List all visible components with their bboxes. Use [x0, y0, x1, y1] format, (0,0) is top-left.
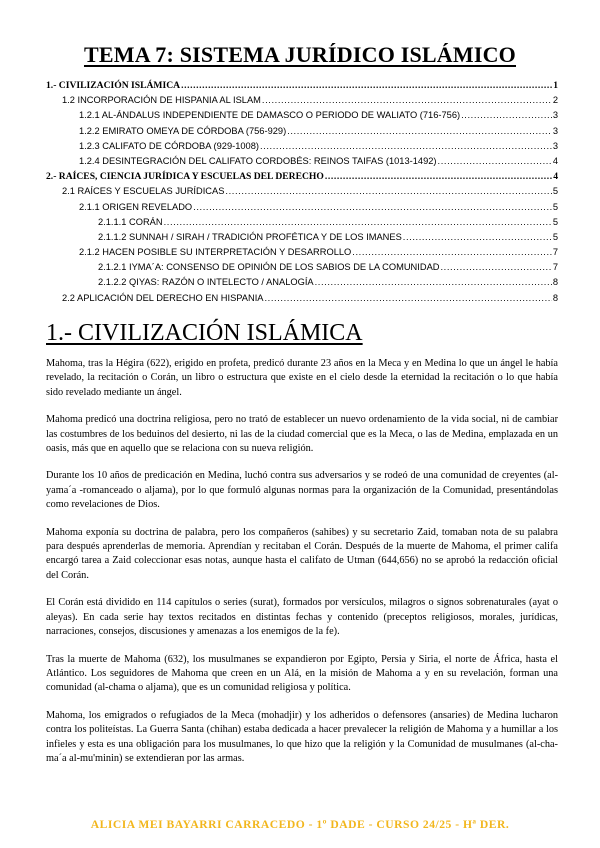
paragraph: El Corán está dividido en 114 capítulos o series (surat), formados por versículos, milagros o signos sobrenaturales (ayat o aleyas). En cada serie hay textos recitados en distintas fechas y contenido (preceptos religiosos, morales, jurídicas, narraciones, consejos, discusiones y amenazas a los enemigos de la fe). — [46, 597, 558, 638]
toc-entry[interactable] — [46, 232, 558, 247]
toc-entry[interactable] — [46, 126, 558, 141]
toc-entry-title: 2.1.2.1 IYMA´A: CONSENSO DE OPINIÓN DE LOS SABIOS DE LA COMUNIDAD — [98, 262, 440, 273]
toc-entry[interactable] — [46, 202, 558, 217]
toc-entry-title: 1.2.4 DESINTEGRACIÓN DEL CALIFATO CORDOBÉS: REINOS TAIFAS (1013-1492) — [79, 155, 437, 166]
toc-entry[interactable] — [46, 262, 558, 277]
paragraph: Tras la muerte de Mahoma (632), los musulmanes se expandieron por Egipto, Persia y Siria, el norte de África, hasta el Atlántico. Los seguidores de Mahoma que creen en un Alá, en la misión de Mahoma a y en su revelación, forman una comunidad (al-chama o aljama), que es un comunidad religiosa y política. — [46, 653, 558, 694]
toc-entry-title: 2.1.1.2 SUNNAH / SIRAH / TRADICIÓN PROFÉTICA Y DE LOS IMANES — [98, 231, 402, 242]
toc-entry-page: 3 — [552, 140, 558, 151]
toc-entry-page: 1 — [553, 80, 558, 91]
toc-entry-page: 5 — [552, 216, 558, 227]
table-of-contents — [46, 80, 558, 308]
paragraph: Durante los 10 años de predicación en Medina, luchó contra sus adversarios y se rodeó de una comunidad de creyentes (al-yama´a -romanceado o aljama), por lo que formuló algunas normas para la organización de la Comunidad, presentándolas como revelaciones de Dios. — [46, 470, 558, 511]
toc-entry-page: 8 — [552, 292, 558, 303]
toc-entry-page: 5 — [552, 201, 558, 212]
toc-entry-page: 2 — [552, 95, 558, 106]
toc-entry-page: 5 — [552, 186, 558, 197]
toc-entry-title: 2.1 RAÍCES Y ESCUELAS JURÍDICAS — [62, 186, 225, 197]
toc-entry[interactable] — [46, 171, 558, 186]
toc-entry-page: 4 — [552, 155, 558, 166]
toc-entry[interactable] — [46, 186, 558, 201]
toc-entry[interactable] — [46, 277, 558, 292]
toc-entry[interactable] — [46, 141, 558, 156]
paragraph: Mahoma, los emigrados o refugiados de la Meca (mohadjir) y los adheridos o defensores (ansaries) de Medina lucharon contra los politeístas. La Guerra Santa (chihan) estaba dedicada a hacer prevalecer la religión de Mahoma y a humillar a los infieles y esta es una obligación para los musulmanes, lo que hizo que la religión y la Comunidad de musulmanes (al-cha-ma´a al-mu'minin) se extendieran por las armas. — [46, 709, 558, 764]
section-body — [46, 357, 558, 779]
paragraph: Mahoma predicó una doctrina religiosa, pero no trató de establecer un nuevo ordenamiento de la vida social, ni de cambiar las costumbres de los beduinos del desierto, ni las de la ciudad comercial que es la Meca, o las de Medina, emplazada en un oasis, más que en aquello que se relaciona con su nueva religión. — [46, 414, 558, 455]
toc-entry-title: 1.2.3 CALIFATO DE CÓRDOBA (929-1008) — [79, 140, 259, 151]
toc-entry-title: 2.1.2.2 QIYAS: RAZÓN O INTELECTO / ANALOGÍA — [98, 277, 314, 288]
toc-entry-title: 1.2 INCORPORACIÓN DE HISPANIA AL ISLAM — [62, 95, 261, 106]
paragraph: Mahoma, tras la Hégira (622), erigido en profeta, predicó durante 23 años en la Meca y en Medina lo que un ángel le había revelado, la recitación o Corán, un libro o estructura que existe en el cielo desde la eternidad la recitación o lo que había sido revelado mediante un ángel. — [46, 358, 558, 398]
toc-entry-page: 5 — [552, 231, 558, 242]
toc-entry-page: 3 — [552, 125, 558, 136]
toc-entry-title: 2.1.2 HACEN POSIBLE SU INTERPRETACIÓN Y DESARROLLO — [79, 247, 352, 258]
document-title: TEMA 7: SISTEMA JURÍDICO ISLÁMICO — [83, 42, 516, 67]
toc-entry-page: 4 — [553, 171, 558, 183]
section-heading: 1.- CIVILIZACIÓN ISLÁMICA — [46, 320, 363, 346]
toc-entry[interactable] — [46, 217, 558, 232]
page-footer: ALICIA MEI BAYARRI CARRACEDO - 1º DADE - CURSO 24/25 - Hª DER. — [90, 818, 510, 831]
toc-entry-title: 1.2.1 AL-ÁNDALUS INDEPENDIENTE DE DAMASCO O PERIODO DE WALIATO (716-756) — [79, 110, 461, 121]
toc-entry[interactable] — [46, 156, 558, 171]
toc-entry[interactable] — [46, 293, 558, 308]
toc-entry-page: 7 — [552, 247, 558, 258]
toc-entry-title: 1.2.2 EMIRATO OMEYA DE CÓRDOBA (756-929) — [79, 125, 287, 136]
toc-entry[interactable] — [46, 247, 558, 262]
toc-entry-title: 2.1.1.1 CORÁN — [98, 216, 163, 227]
toc-entry-title: 1.- CIVILIZACIÓN ISLÁMICA — [46, 80, 181, 91]
toc-entry-title: 2.1.1 ORIGEN REVELADO — [79, 201, 193, 212]
toc-entry-page: 3 — [552, 110, 558, 121]
toc-entry-title: 2.2 APLICACIÓN DEL DERECHO EN HISPANIA — [62, 292, 264, 303]
toc-entry-page: 7 — [552, 262, 558, 273]
toc-entry[interactable] — [46, 110, 558, 125]
paragraph: Mahoma exponía su doctrina de palabra, pero los compañeros (sahibes) y su secretario Zaid, tomaban nota de su palabra para después aprenderlas de memoria. Aprendían y recitaban el Corán. Después de la muerte de Mahoma, el primer califa encargó tarea a Zaid coleccionar esas notas, aunque hasta el califato de Utman (644,656) no se aprobó la redacción oficial del Corán. — [46, 526, 558, 581]
toc-entry[interactable] — [46, 80, 558, 95]
toc-entry[interactable] — [46, 95, 558, 110]
toc-entry-page: 8 — [552, 277, 558, 288]
toc-entry-title: 2.- RAÍCES, CIENCIA JURÍDICA Y ESCUELAS DEL DERECHO — [46, 171, 324, 183]
